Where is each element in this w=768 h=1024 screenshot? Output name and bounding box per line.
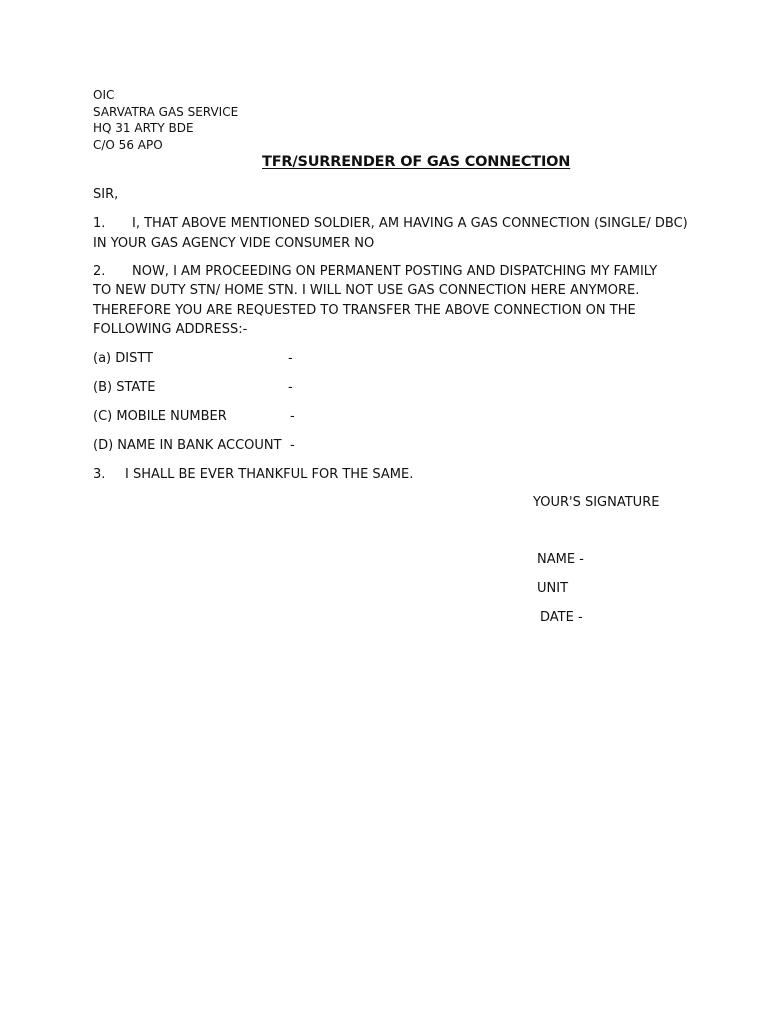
field-mobile-label: (C) MOBILE NUMBER (93, 408, 227, 424)
para2-number: 2. (93, 264, 106, 279)
para3-text: I SHALL BE EVER THANKFUL FOR THE SAME. (125, 466, 414, 482)
signature-unit: UNIT (537, 580, 569, 596)
signature-name: NAME - (537, 551, 584, 567)
address-line-hq: HQ 31 ARTY BDE (93, 121, 194, 135)
field-bank-name-label: (D) NAME IN BANK ACCOUNT (93, 437, 282, 453)
field-mobile-separator: - (290, 408, 295, 424)
para2-line4: FOLLOWING ADDRESS:- (93, 322, 248, 337)
field-distt-separator: - (288, 351, 293, 366)
signature-label: YOUR'S SIGNATURE (533, 495, 660, 510)
para2-line2: TO NEW DUTY STN/ HOME STN. I WILL NOT USE GAS CONNECTION HERE ANYMORE. (93, 283, 640, 298)
address-line-service: SARVATRA GAS SERVICE (93, 104, 239, 119)
para2-line3: THEREFORE YOU ARE REQUESTED TO TRANSFER THE ABOVE CONNECTION ON THE (93, 302, 636, 318)
address-line-apo: C/O 56 APO (93, 137, 163, 152)
salutation: SIR, (93, 187, 119, 202)
para3-number: 3. (93, 466, 106, 482)
field-bank-name-separator: - (290, 437, 295, 453)
field-state-label: (B) STATE (93, 379, 156, 395)
address-line-oic: OIC (93, 88, 115, 102)
para1-number: 1. (93, 216, 106, 231)
para2-line1: NOW, I AM PROCEEDING ON PERMANENT POSTING AND DISPATCHING MY FAMILY (132, 264, 658, 279)
para1-line2: IN YOUR GAS AGENCY VIDE CONSUMER NO (93, 235, 375, 251)
signature-date: DATE - (540, 609, 583, 625)
field-state-separator: - (288, 379, 293, 395)
document-title: TFR/SURRENDER OF GAS CONNECTION (262, 154, 571, 170)
field-distt-label: (a) DISTT (93, 351, 153, 366)
para1-line1: I, THAT ABOVE MENTIONED SOLDIER, AM HAVING A GAS CONNECTION (SINGLE/ DBC) (132, 216, 688, 231)
